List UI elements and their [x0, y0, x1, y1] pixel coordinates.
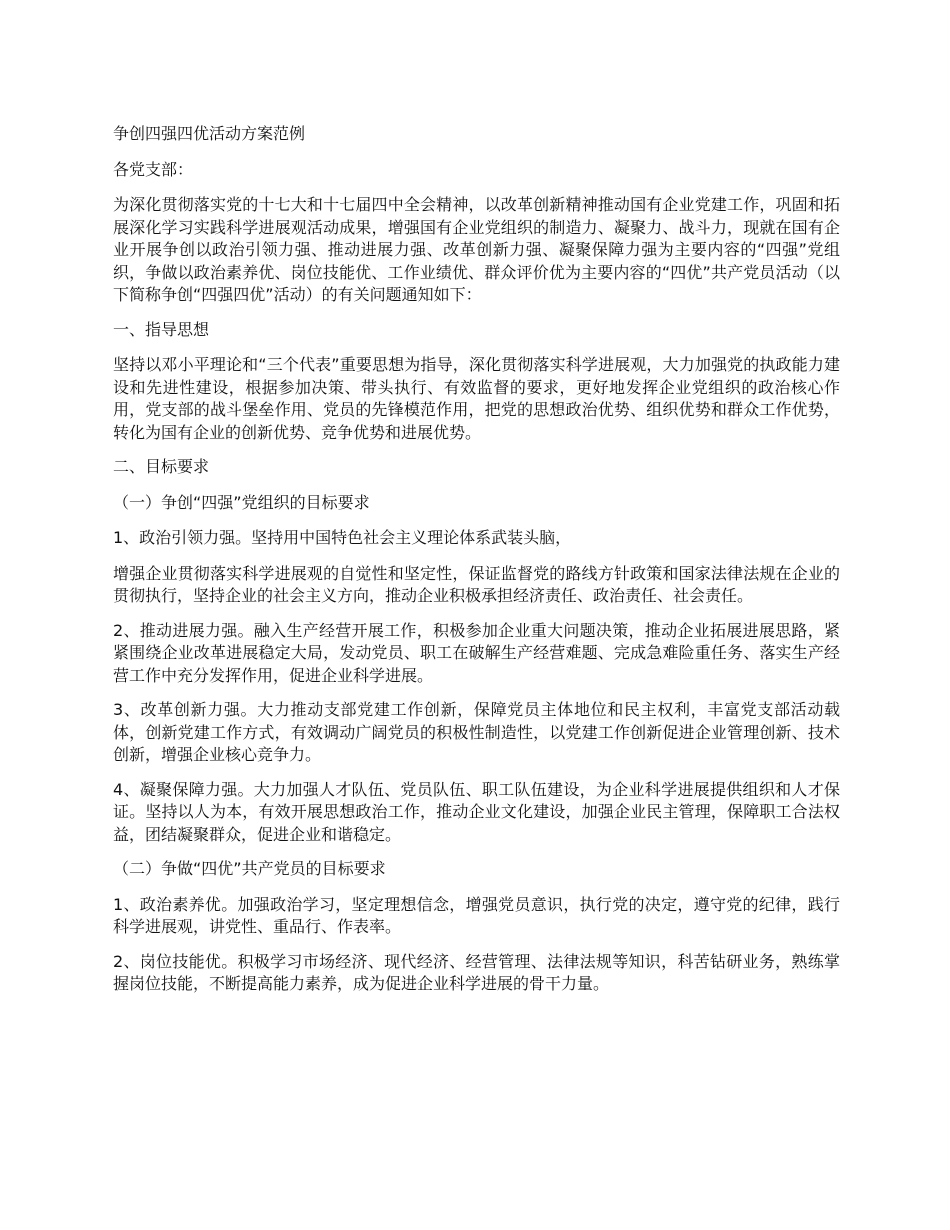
- four-strong-item-1-body: 增强企业贯彻落实科学进展观的自觉性和坚定性，保证监督党的路线方针政策和国家法律法规在企业的贯彻执行，坚持企业的社会主义方向，推动企业积极承担经济责任、政治责任、社会责任。: [113, 563, 840, 605]
- four-strong-item-1-lead: 1、政治引领力强。坚持用中国特色社会主义理论体系武装头脑，: [113, 528, 572, 547]
- subsection-heading-four-excellent: （二）争做“四优”共产党员的目标要求: [113, 859, 386, 878]
- guiding-ideology-paragraph: 坚持以邓小平理论和“三个代表”重要思想为指导，深化贯彻落实科学进展观，大力加强党的执政能力建设和先进性建设，根据参加决策、带头执行、有效监督的要求，更好地发挥企业党组织的政治核心作用，党支部的战斗堡垒作用、党员的先锋模范作用，把党的思想政治优势、组织优势和群众工作优势，转化为国有企业的创新优势、竞争优势和进展优势。: [113, 355, 840, 442]
- four-excellent-item-2: 2、岗位技能优。积极学习市场经济、现代经济、经营管理、法律法规等知识，科苦钻研业务，熟练掌握岗位技能，不断提高能力素养，成为促进企业科学进展的骨干力量。: [113, 951, 840, 993]
- four-excellent-item-1: 1、政治素养优。加强政治学习，坚定理想信念，增强党员意识，执行党的决定，遵守党的纪律，践行科学进展观，讲党性、重品行、作表率。: [113, 894, 840, 936]
- subsection-heading-four-strong: （一）争创“四强”党组织的目标要求: [113, 492, 370, 512]
- section-heading-guiding-ideology: 一、指导思想: [113, 319, 210, 339]
- salutation: 各党支部：: [113, 159, 194, 179]
- section-heading-goals: 二、目标要求: [113, 457, 210, 476]
- four-strong-item-2: 2、推动进展力强。融入生产经营开展工作，积极参加企业重大问题决策，推动企业拓展进展思路，紧紧围绕企业改革进展稳定大局，发动党员、职工在破解生产经营难题、完成急难险重任务、落实生产经营工作中充分发挥作用，促进企业科学进展。: [113, 620, 840, 685]
- document-title: 争创四强四优活动方案范例: [113, 124, 306, 143]
- intro-paragraph: 为深化贯彻落实党的十七大和十七届四中全会精神，以改革创新精神推动国有企业党建工作，巩固和拓展深化学习实践科学进展观活动成果，增强国有企业党组织的制造力、凝聚力、战斗力，现就在国有企业开展争创以政治引领力强、推动进展力强、改革创新力强、凝聚保障力强为主要内容的“四强”党组织，争做以政治素养优、岗位技能优、工作业绩优、群众评价优为主要内容的“四优”共产党员活动（以下简称争创“四强四优”活动）的有关问题通知如下：: [113, 195, 840, 304]
- four-strong-item-3: 3、改革创新力强。大力推动支部党建工作创新，保障党员主体地位和民主权利，丰富党支部活动载体，创新党建工作方式，有效调动广阔党员的积极性制造性，以党建工作创新促进企业管理创新、技术创新，增强企业核心竞争力。: [113, 700, 840, 764]
- four-strong-item-4: 4、凝聚保障力强。大力加强人才队伍、党员队伍、职工队伍建设，为企业科学进展提供组织和人才保证。坚持以人为本，有效开展思想政治工作，推动企业文化建设，加强企业民主管理，保障职工合法权益，团结凝聚群众，促进企业和谐稳定。: [113, 779, 840, 844]
